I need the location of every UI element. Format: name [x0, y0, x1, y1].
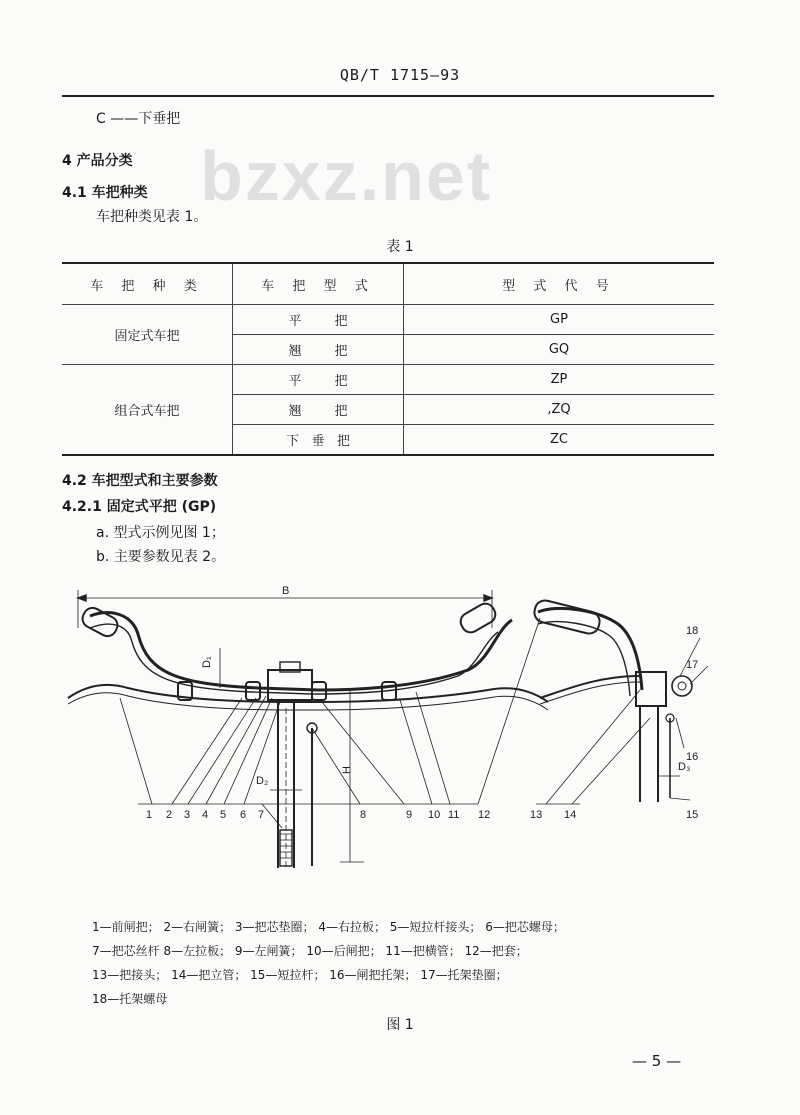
table-cell-code: GQ — [404, 335, 715, 365]
section-4-2-heading: 4.2 车把型式和主要参数 — [62, 473, 218, 489]
table-cell-kind: 固定式车把 — [62, 305, 233, 365]
legend-line-3: 13—把接头； 14—把立管； 15—短拉杆； 16—闸把托架； 17—托架垫圈； — [92, 968, 508, 982]
watermark: bzxz.net — [200, 137, 493, 215]
section-4-1-heading: 4.1 车把种类 — [62, 185, 148, 201]
table-cell-code: ZC — [404, 425, 715, 456]
table-row — [62, 305, 714, 335]
table-header-type: 车 把 型 式 — [233, 263, 404, 305]
dim-label-h: H — [341, 766, 353, 774]
section-4-2-1-heading: 4.2.1 固定式平把 (GP) — [62, 499, 217, 515]
dim-label-d1: D₁ — [201, 656, 213, 668]
legend-line-2: 7—把芯丝杆 8—左拉板； 9—左闸簧； 10—后闸把； 11—把横管； 12—把套； — [92, 944, 528, 958]
callout-13: 13 — [530, 809, 543, 821]
figure-1-drawing — [60, 578, 740, 878]
table-header-code: 型 式 代 号 — [404, 263, 715, 305]
callout-7: 7 — [258, 809, 265, 821]
table-cell-type: 下 垂 把 — [233, 425, 404, 456]
dim-label-b: B — [282, 585, 290, 597]
callout-18: 18 — [686, 625, 699, 637]
table-row — [62, 365, 714, 395]
callout-9: 9 — [406, 809, 413, 821]
standard-code: QB/T 1715—93 — [339, 66, 461, 84]
callout-17: 17 — [686, 659, 699, 671]
table-cell-kind: 组合式车把 — [62, 365, 233, 456]
callout-4: 4 — [202, 809, 209, 821]
callout-8: 8 — [360, 809, 367, 821]
callout-1: 1 — [146, 809, 153, 821]
callout-2: 2 — [166, 809, 173, 821]
table-header-kind: 车 把 种 类 — [62, 263, 233, 305]
callout-14: 14 — [564, 809, 577, 821]
table-header-row — [62, 263, 714, 305]
table-cell-type: 平 把 — [233, 305, 404, 335]
page-number: — 5 — — [632, 1052, 682, 1070]
callout-10: 10 — [428, 809, 441, 821]
item-b: b. 主要参数见表 2。 — [96, 549, 226, 565]
figure-caption: 图 1 — [386, 1017, 414, 1033]
item-a: a. 型式示例见图 1； — [96, 525, 225, 541]
dim-label-d3: D₃ — [678, 761, 691, 773]
callout-3: 3 — [184, 809, 191, 821]
section-4-1-text: 车把种类见表 1。 — [96, 209, 208, 225]
header-rule — [62, 95, 714, 97]
table-cell-code: ,ZQ — [404, 395, 715, 425]
callout-5: 5 — [220, 809, 227, 821]
callout-6: 6 — [240, 809, 247, 821]
table-cell-type: 平 把 — [233, 365, 404, 395]
callout-15: 15 — [686, 809, 699, 821]
table-cell-type: 翘 把 — [233, 335, 404, 365]
legend-line-4: 18—托架螺母 — [92, 992, 168, 1006]
c-item: C ——下垂把 — [96, 111, 181, 127]
table-1 — [62, 262, 714, 456]
callout-16: 16 — [686, 751, 699, 763]
table-cell-type: 翘 把 — [233, 395, 404, 425]
callout-11: 11 — [448, 809, 460, 821]
table-cell-code: ZP — [404, 365, 715, 395]
legend-line-1: 1—前闸把； 2—右闸簧； 3—把芯垫圈； 4—右拉板； 5—短拉杆接头； 6—把芯螺母； — [92, 920, 565, 934]
section-4-heading: 4 产品分类 — [62, 153, 133, 169]
callout-12: 12 — [478, 809, 491, 821]
table-title: 表 1 — [386, 239, 414, 255]
dim-label-d2: D₂ — [256, 775, 269, 787]
table-cell-code: GP — [404, 305, 715, 335]
